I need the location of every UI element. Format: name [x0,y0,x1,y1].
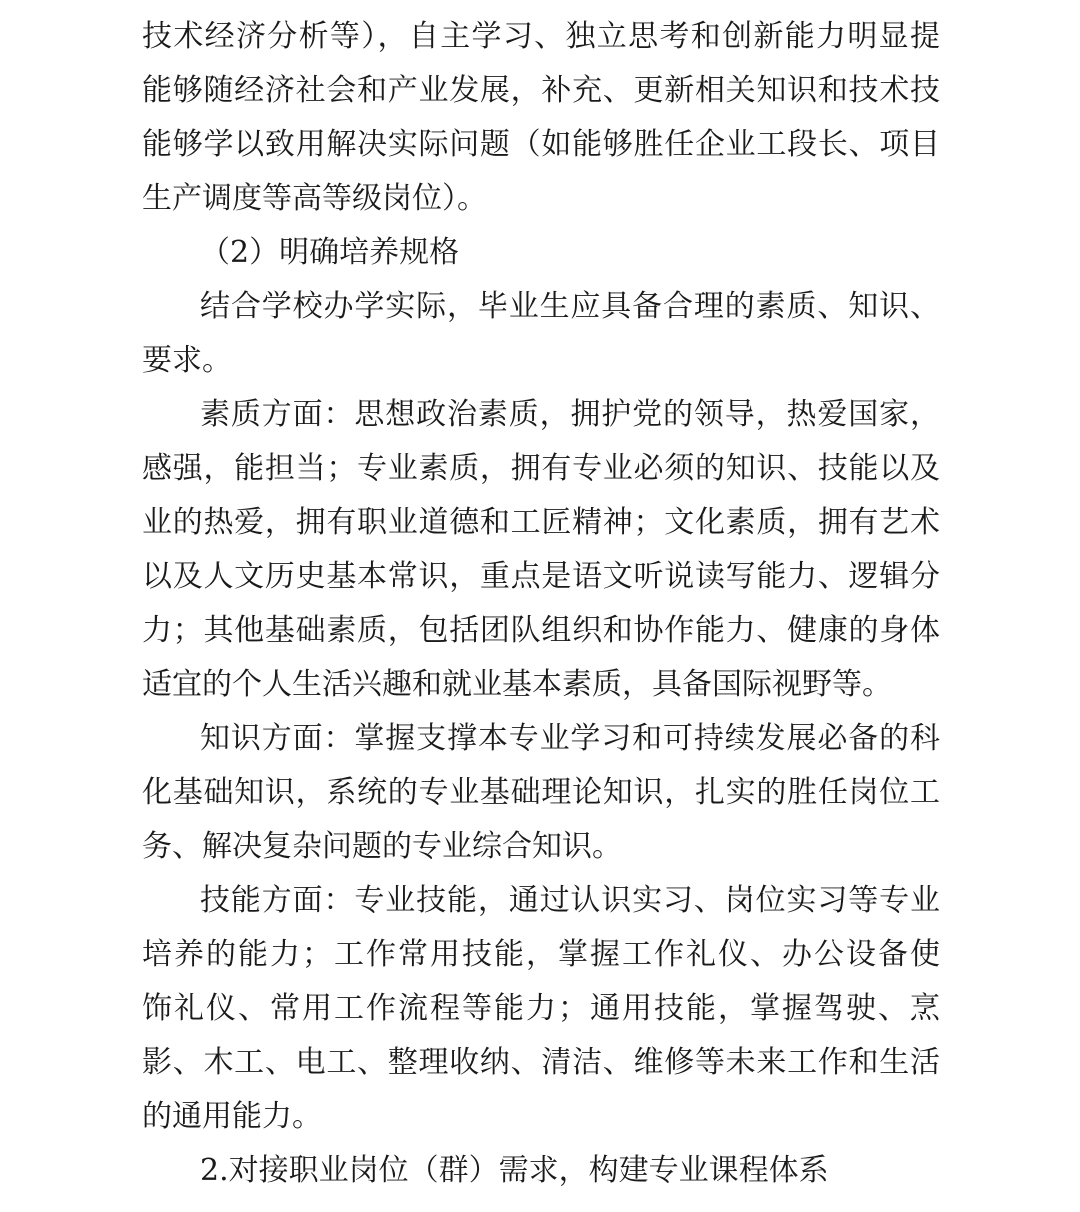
text-line: 技术经济分析等），自主学习、独立思考和创新能力明显提 [142,19,940,54]
text-line: 以及人文历史基本常识，重点是语文听说读写能力、逻辑分 [142,559,940,594]
text-line: 生产调度等高等级岗位）。 [142,181,487,216]
text-line: 培养的能力；工作常用技能，掌握工作礼仪、办公设备使 [142,937,940,972]
text-line: 感强，能担当；专业素质，拥有专业必须的知识、技能以及 [142,451,940,486]
text-line: 化基础知识，系统的专业基础理论知识，扎实的胜任岗位工 [142,775,940,810]
text-line: 知识方面：掌握支撑本专业学习和可持续发展必备的科 [200,721,940,756]
text-line: 的通用能力。 [142,1099,322,1134]
text-line: 适宜的个人生活兴趣和就业基本素质，具备国际视野等。 [142,667,892,702]
text-line: 能够随经济社会和产业发展，补充、更新相关知识和技术技 [142,73,940,108]
text-line: 能够学以致用解决实际问题（如能够胜任企业工段长、项目 [142,127,940,162]
text-line: 素质方面：思想政治素质，拥护党的领导，热爱国家， [200,397,940,432]
text-line: 力；其他基础素质，包括团队组织和协作能力、健康的身体 [142,613,940,648]
text-line: 技能方面：专业技能，通过认识实习、岗位实习等专业 [200,883,940,918]
text-line: 务、解决复杂问题的专业综合知识。 [142,829,622,864]
text-line: 结合学校办学实际，毕业生应具备合理的素质、知识、 [200,289,940,324]
section-heading: （2）明确培养规格 [200,235,460,270]
text-line: 业的热爱，拥有职业道德和工匠精神；文化素质，拥有艺术 [142,505,940,540]
section-heading: 2.对接职业岗位（群）需求，构建专业课程体系 [200,1153,829,1188]
text-line: 影、木工、电工、整理收纳、清洁、维修等未来工作和生活 [142,1045,940,1080]
text-line: 饰礼仪、常用工作流程等能力；通用技能，掌握驾驶、烹 [142,991,940,1026]
text-line: 要求。 [142,343,232,378]
